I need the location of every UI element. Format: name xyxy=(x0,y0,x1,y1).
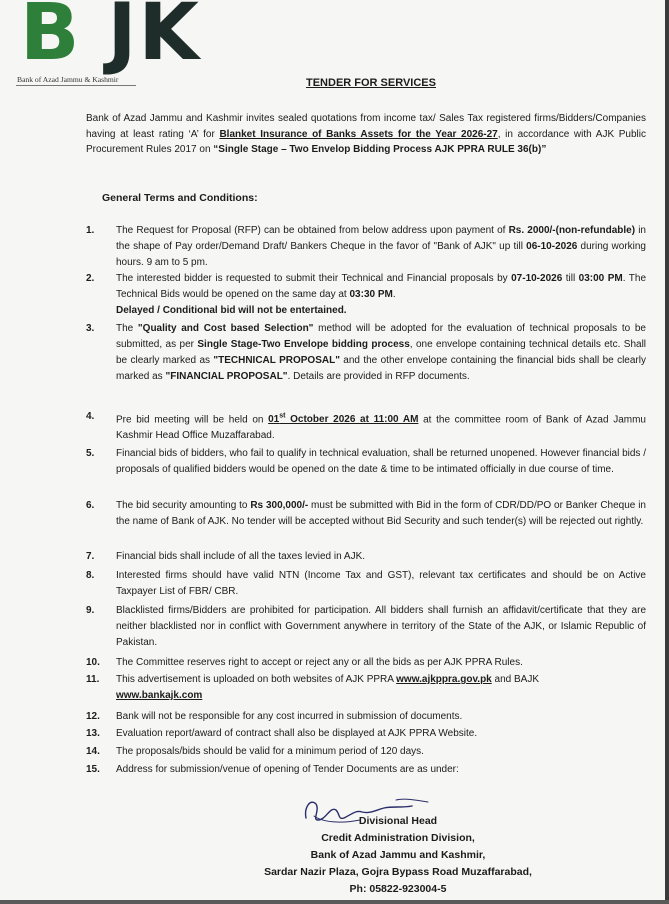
term-number: 1. xyxy=(86,225,95,236)
term-text: Evaluation report/award of contract shall also be displayed at AJK PPRA Website. xyxy=(116,728,478,739)
term-text-bold: Delayed / Conditional bid will not be entertained. xyxy=(116,305,347,316)
bank-website-link[interactable]: www.bankajk.com xyxy=(116,690,203,701)
meeting-day: 01 xyxy=(268,414,280,426)
term-number: 10. xyxy=(86,657,100,668)
term-text-bold: Rs. 2000/-(non-refundable) xyxy=(508,225,636,236)
term-text-part: during working hours. 9 am to 5 pm. xyxy=(116,241,646,268)
term-text-part: in the shape of Pay order/Demand Draft/ Bankers Cheque in the favor of "Bank of AJK" up till xyxy=(116,225,646,252)
term-text: The Committee reserves right to accept or reject any or all the bids as per AJK PPRA Rules. xyxy=(116,657,523,668)
signatory-title: Divisional Head xyxy=(358,815,438,827)
term-text: Bank will not be responsible for any cost incurred in submission of documents. xyxy=(116,711,463,722)
intro-highlight: Blanket Insurance of Banks Assets for the Year 2026-27 xyxy=(219,128,498,140)
term-number: 8. xyxy=(86,570,95,581)
meeting-date-rest: October 2026 at 11:00 AM xyxy=(285,414,419,426)
term-text xyxy=(116,223,646,271)
term-text xyxy=(116,498,646,530)
logo-underline xyxy=(16,85,136,86)
term-text-part: The Request for Proposal (RFP) can be obtained from below address upon payment of xyxy=(116,225,509,236)
logo-letters xyxy=(20,0,201,78)
terms-heading: General Terms and Conditions: xyxy=(102,192,258,204)
page-edge-right xyxy=(665,0,669,904)
term-text: Financial bids of bidders, who fail to qualify in technical evaluation, shall be returned unopened. However financial bids / proposals of qualified bidders would be opened on the date & time to be intimated officially in due course of time. xyxy=(116,448,646,475)
term-text xyxy=(116,409,646,444)
intro-paragraph xyxy=(86,111,646,158)
term-number: 2. xyxy=(86,273,95,284)
ppra-website-link[interactable]: www.ajkppra.gov.pk xyxy=(396,674,492,685)
term-text-part: This advertisement is uploaded on both websites of AJK PPRA xyxy=(116,674,397,685)
term-text-bold: Rs 300,000/- xyxy=(250,500,309,511)
term-text-part: at the committee room of Bank of Azad Jammu Kashmir Head Office Muzaffarabad. xyxy=(116,414,646,442)
term-number: 11. xyxy=(86,674,100,685)
term-number: 5. xyxy=(86,448,95,459)
intro-method: “Single Stage – Two Envelop Bidding Process AJK PPRA RULE 36(b)” xyxy=(213,144,547,156)
term-text-bold: 03:30 PM xyxy=(349,289,393,300)
term-text-part: Pre bid meeting will be held on xyxy=(116,414,269,426)
term-text-part: method will be adopted for the evaluation of technical proposals to be submitted, as per xyxy=(116,323,646,350)
term-number: 12. xyxy=(86,711,100,722)
term-text-part: . The Technical Bids would be opened on the same day at xyxy=(116,273,646,300)
term-text-part: The interested bidder is requested to submit their Technical and Financial proposals by xyxy=(116,273,512,284)
term-text-part: and the other envelope containing the financial bids shall be clearly marked as xyxy=(116,355,646,382)
term-number: 13. xyxy=(86,728,100,739)
signatory-division: Credit Administration Division, xyxy=(321,832,475,844)
term-text-bold: "Quality and Cost based Selection" xyxy=(137,323,314,334)
term-text-part: , one envelope containing technical details etc. Shall be clearly marked as xyxy=(116,339,647,366)
term-number: 15. xyxy=(86,764,100,775)
term-text-part: The bid security amounting to xyxy=(116,500,251,511)
term-text-bold: 03:00 PM xyxy=(578,273,623,284)
term-text xyxy=(116,271,646,319)
meeting-day-suffix: st xyxy=(279,413,286,420)
intro-text-1: Bank of Azad Jammu and Kashmir invites sealed quotations from income tax/ Sales Tax registered firms/Bidders/Companies having at least rating ‘A’ for xyxy=(86,113,646,140)
term-number: 4. xyxy=(86,411,95,422)
term-text: Interested firms should have valid NTN (Income Tax and GST), relevant tax certificates and should be on Active Taxpayer List of FBR/ CBR. xyxy=(116,570,646,597)
term-text: Financial bids shall include of all the taxes levied in AJK. xyxy=(116,551,366,562)
term-text xyxy=(116,321,646,385)
term-text-part: till xyxy=(562,273,579,284)
meeting-date xyxy=(268,414,418,425)
signatory-phone: Ph: 05822-923004-5 xyxy=(349,883,447,895)
page-edge-bottom xyxy=(0,900,669,904)
term-text-part: and BAJK xyxy=(491,674,539,685)
signature-block xyxy=(248,813,548,898)
logo-letters-jk: JK xyxy=(107,0,201,78)
bank-logo xyxy=(12,0,242,84)
logo-letter-b: B xyxy=(20,0,82,78)
term-number: 3. xyxy=(86,323,95,334)
term-number: 7. xyxy=(86,551,95,562)
term-text-part: must be submitted with Bid in the form of CDR/DD/PO or Banker Cheque in the name of Bank of AJK. No tender will be accepted without Bid Security and such tender(s) will be rejected out rightly. xyxy=(116,500,646,527)
term-number: 14. xyxy=(86,746,100,757)
term-text: Blacklisted firms/Bidders are prohibited for participation. All bidders shall furnish an affidavit/certificate that they are neither blacklisted nor in conflict with Government anywhere in territory of the State of the AJK, or Islamic Republic of Pakistan. xyxy=(116,605,646,648)
page-title: TENDER FOR SERVICES xyxy=(306,77,436,89)
term-text-bold: "TECHNICAL PROPOSAL" xyxy=(213,355,340,366)
term-text-bold: Single Stage-Two Envelope bidding process xyxy=(197,339,410,350)
intro-text-2: , in accordance with AJK Public Procurement Rules 2017 on xyxy=(86,128,646,156)
term-text: Address for submission/venue of opening of Tender Documents are as under: xyxy=(116,764,459,775)
term-text-part: . xyxy=(392,289,396,300)
term-number: 9. xyxy=(86,605,95,616)
term-text-part: The xyxy=(116,323,138,334)
term-text-bold: "FINANCIAL PROPOSAL" xyxy=(165,371,288,382)
signatory-address: Sardar Nazir Plaza, Gojra Bypass Road Muzaffarabad, xyxy=(264,866,532,878)
term-text xyxy=(116,672,646,704)
term-text-bold: 06-10-2026 xyxy=(526,241,578,252)
term-text-part: . Details are provided in RFP documents. xyxy=(287,371,470,382)
signatory-bank: Bank of Azad Jammu and Kashmir, xyxy=(310,849,486,861)
logo-bank-name: Bank of Azad Jammu & Kashmir xyxy=(17,75,119,84)
term-text-bold: 07-10-2026 xyxy=(511,273,563,284)
term-number: 6. xyxy=(86,500,95,511)
term-text: The proposals/bids should be valid for a minimum period of 120 days. xyxy=(116,746,424,757)
